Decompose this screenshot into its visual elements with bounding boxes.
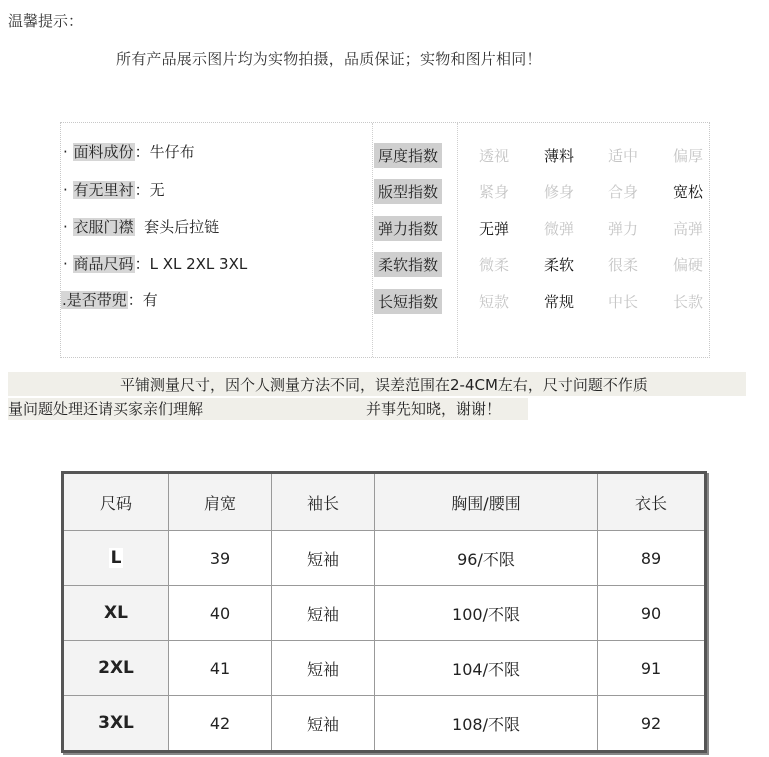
sleeve-cell: 短袖 xyxy=(272,696,375,752)
stretch-option: 高弹 xyxy=(673,220,704,238)
attr-sep: ： xyxy=(134,255,150,273)
attr-sep: ： xyxy=(127,291,143,309)
length-option: 短款 xyxy=(479,293,510,311)
attr-sizes xyxy=(63,253,247,274)
attr-label: 衣服门襟 xyxy=(73,218,134,236)
size-cell xyxy=(63,531,169,586)
sleeve-cell: 短袖 xyxy=(272,641,375,696)
measure-note-text: 平铺测量尺寸，因个人测量方法不同，误差范围在2-4CM左右，尺寸问题不作质 xyxy=(120,376,648,394)
attr-label: 商品尺码 xyxy=(73,255,134,273)
header-shoulder: 肩宽 xyxy=(169,473,272,531)
table-row xyxy=(63,696,706,752)
index-label-fit: 版型指数 xyxy=(374,179,442,204)
thickness-option: 偏厚 xyxy=(673,147,704,165)
chest-waist-cell: 96/不限 xyxy=(375,531,598,586)
softness-option-selected: 柔软 xyxy=(544,256,575,274)
bullet-dot: · xyxy=(63,143,73,161)
bullet-dot: · xyxy=(63,255,73,273)
size-cell: 2XL xyxy=(63,641,169,696)
thickness-option: 适中 xyxy=(608,147,639,165)
chest-waist-cell: 104/不限 xyxy=(375,641,598,696)
length-option: 长款 xyxy=(673,293,704,311)
shoulder-cell: 39 xyxy=(169,531,272,586)
attr-value: 无 xyxy=(149,181,165,199)
attr-value: L XL 2XL 3XL xyxy=(149,255,248,273)
measure-note-line2b: 并事先知晓，谢谢！ xyxy=(366,400,502,418)
measure-note-line1 xyxy=(8,374,648,395)
length-option: 中长 xyxy=(608,293,639,311)
chest-waist-cell: 108/不限 xyxy=(375,696,598,752)
fit-option: 紧身 xyxy=(479,183,510,201)
index-label-thickness: 厚度指数 xyxy=(374,143,442,168)
table-row xyxy=(63,586,706,641)
attr-value: 套头后拉链 xyxy=(144,218,220,236)
attr-label: .是否带兜 xyxy=(62,291,127,309)
stretch-option: 弹力 xyxy=(608,220,639,238)
attr-value: 有 xyxy=(142,291,158,309)
bullet-dot: · xyxy=(63,181,73,199)
stretch-option-selected: 无弹 xyxy=(479,220,510,238)
attr-sep: ： xyxy=(134,143,150,161)
fit-option: 合身 xyxy=(608,183,639,201)
header-chest-waist: 胸围/腰围 xyxy=(375,473,598,531)
length-cell: 89 xyxy=(598,531,706,586)
header-size: 尺码 xyxy=(63,473,169,531)
table-header-row xyxy=(63,473,706,531)
shoulder-cell: 40 xyxy=(169,586,272,641)
length-option-selected: 常规 xyxy=(544,293,575,311)
shoulder-cell: 42 xyxy=(169,696,272,752)
chest-waist-cell: 100/不限 xyxy=(375,586,598,641)
softness-option: 很柔 xyxy=(608,256,639,274)
fit-option-selected: 宽松 xyxy=(673,183,704,201)
size-table xyxy=(61,471,707,753)
panel-divider xyxy=(457,123,458,357)
notice-line: 所有产品展示图片均为实物拍摄，品质保证；实物和图片相同！ xyxy=(116,50,542,68)
size-cell: 3XL xyxy=(63,696,169,752)
attr-fabric xyxy=(63,141,195,162)
attr-label: 有无里衬 xyxy=(73,181,134,199)
attr-lining xyxy=(63,179,165,200)
size-cell: XL xyxy=(63,586,169,641)
attr-value: 牛仔布 xyxy=(149,143,195,161)
panel-divider xyxy=(372,123,373,357)
length-cell: 91 xyxy=(598,641,706,696)
softness-option: 微柔 xyxy=(479,256,510,274)
table-row xyxy=(63,531,706,586)
thickness-option-selected: 薄料 xyxy=(544,147,575,165)
index-label-length: 长短指数 xyxy=(374,289,442,314)
length-cell: 90 xyxy=(598,586,706,641)
length-cell: 92 xyxy=(598,696,706,752)
notice-title: 温馨提示： xyxy=(8,12,84,30)
index-label-softness: 柔软指数 xyxy=(374,252,442,277)
measure-note-line2a: 量问题处理还请买家亲们理解 xyxy=(8,400,204,418)
attr-sep: ： xyxy=(134,181,150,199)
index-label-stretch: 弹力指数 xyxy=(374,216,442,241)
thickness-option: 透视 xyxy=(479,147,510,165)
header-sleeve: 袖长 xyxy=(272,473,375,531)
header-length: 衣长 xyxy=(598,473,706,531)
attr-pocket xyxy=(61,289,158,310)
sleeve-cell: 短袖 xyxy=(272,531,375,586)
fit-option: 修身 xyxy=(544,183,575,201)
sleeve-cell: 短袖 xyxy=(272,586,375,641)
shoulder-cell: 41 xyxy=(169,641,272,696)
stretch-option: 微弹 xyxy=(544,220,575,238)
bullet-dot: · xyxy=(63,218,73,236)
attr-label: 面料成份 xyxy=(73,143,134,161)
softness-option: 偏硬 xyxy=(673,256,704,274)
attr-placket xyxy=(63,216,219,237)
attributes-panel xyxy=(60,122,710,358)
size-label: L xyxy=(110,548,122,568)
table-row xyxy=(63,641,706,696)
